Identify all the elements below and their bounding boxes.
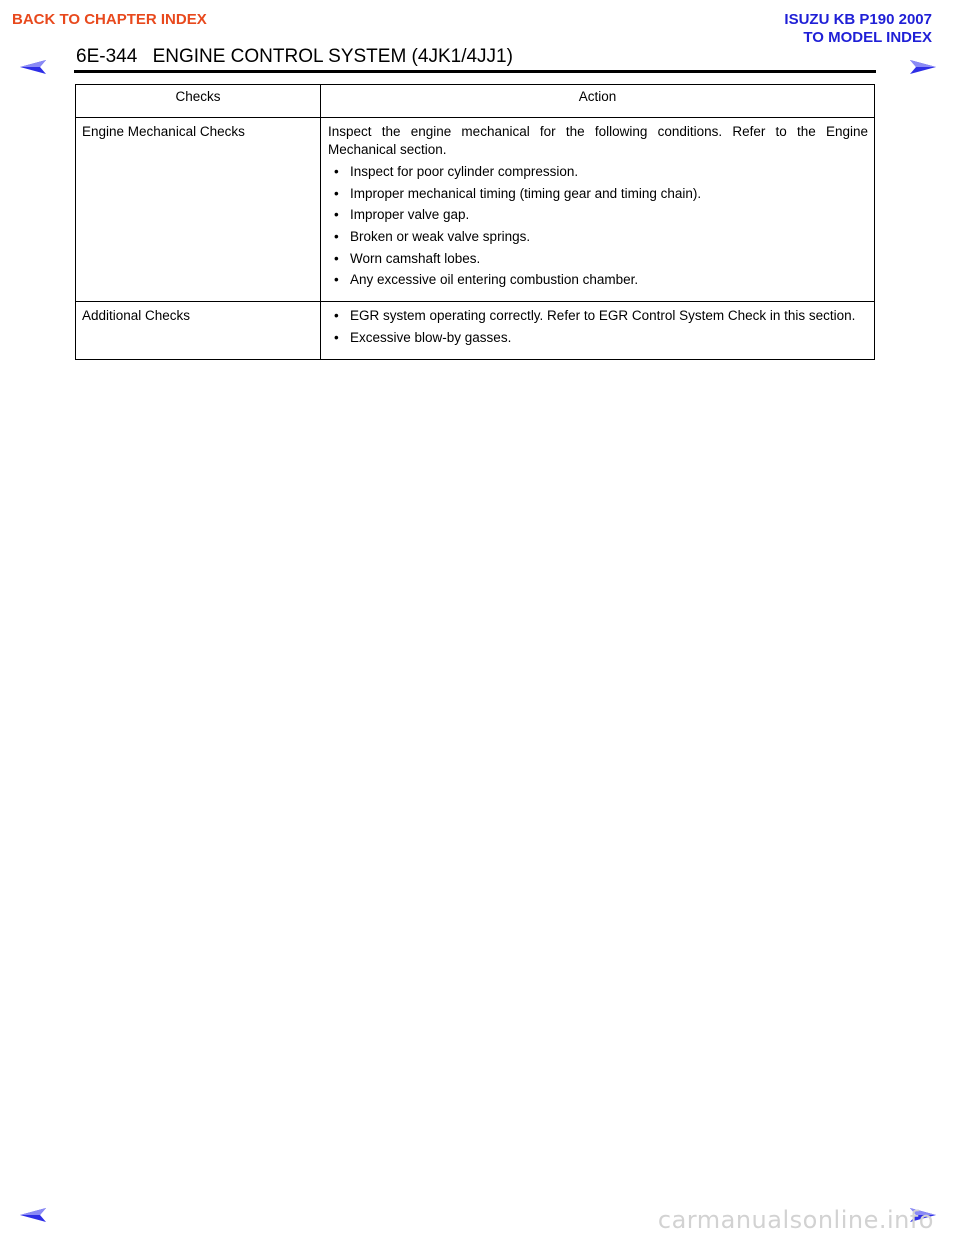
checks-column-header: Checks — [76, 85, 321, 118]
left-arrow-icon[interactable] — [18, 58, 48, 76]
header-rule — [74, 70, 876, 73]
table-row — [76, 118, 875, 302]
model-title-link[interactable]: ISUZU KB P190 2007 — [784, 11, 932, 28]
action-bullet-item: • Improper mechanical timing (timing gear and timing chain). — [328, 185, 868, 203]
action-bullet-item: • Worn camshaft lobes. — [328, 250, 868, 268]
action-bullet-list — [328, 307, 868, 347]
right-arrow-icon[interactable] — [908, 58, 938, 76]
checks-table — [75, 84, 875, 360]
action-cell — [321, 118, 875, 302]
section-title: ENGINE CONTROL SYSTEM (4JK1/4JJ1) — [152, 46, 513, 67]
action-bullet-item: • Excessive blow-by gasses. — [328, 329, 868, 347]
action-bullet-item: • EGR system operating correctly. Refer to EGR Control System Check in this section. — [328, 307, 868, 325]
table-header-row — [76, 85, 875, 118]
action-bullet-item: • Broken or weak valve springs. — [328, 228, 868, 246]
watermark: carmanualsonline.info — [657, 1206, 934, 1234]
check-cell: Additional Checks — [76, 302, 321, 359]
back-to-chapter-index-link[interactable]: BACK TO CHAPTER INDEX — [12, 11, 207, 28]
action-bullet-item: • Any excessive oil entering combustion chamber. — [328, 271, 868, 289]
action-bullet-item: • Improper valve gap. — [328, 206, 868, 224]
left-arrow-icon[interactable] — [18, 1206, 48, 1224]
action-column-header: Action — [321, 85, 875, 118]
action-cell — [321, 302, 875, 359]
table-row — [76, 302, 875, 359]
page-number: 6E-344 — [76, 46, 138, 67]
to-model-index-link[interactable]: TO MODEL INDEX — [803, 29, 932, 46]
page-header — [76, 46, 513, 68]
action-bullet-item: • Inspect for poor cylinder compression. — [328, 163, 868, 181]
action-bullet-list — [328, 163, 868, 289]
check-cell: Engine Mechanical Checks — [76, 118, 321, 302]
action-intro-text: Inspect the engine mechanical for the following conditions. Refer to the Engine Mechanical section. — [328, 124, 868, 157]
